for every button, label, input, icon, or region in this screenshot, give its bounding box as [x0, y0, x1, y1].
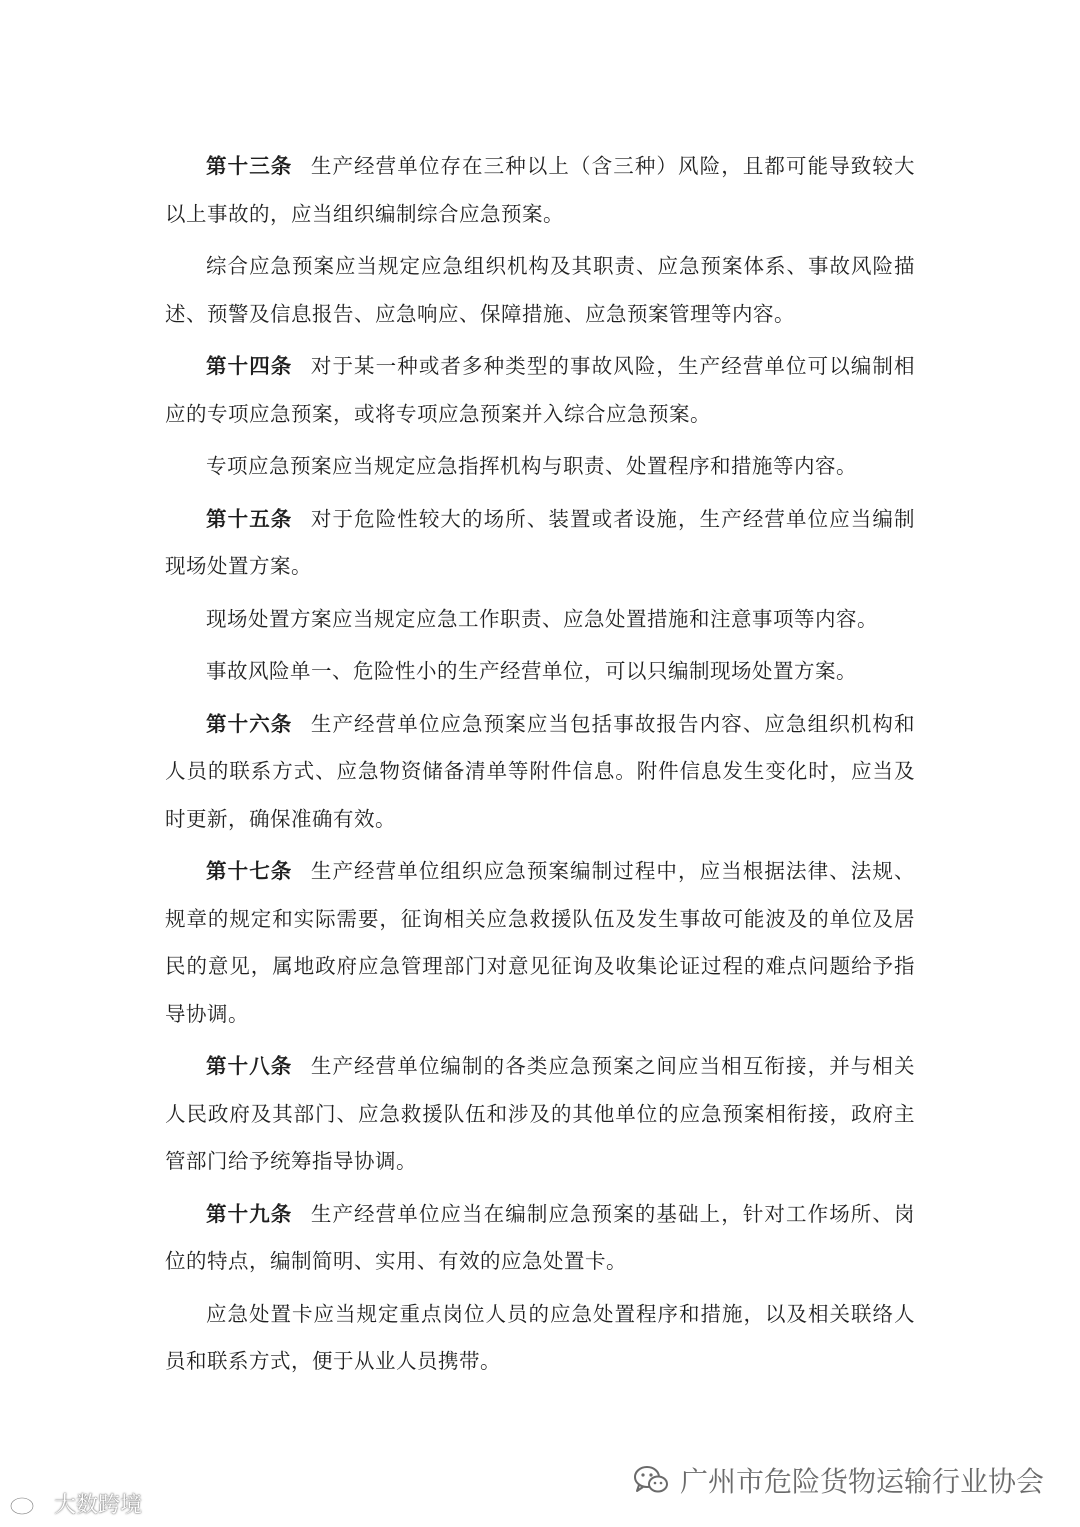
article-number: 第十四条 [206, 354, 293, 378]
wechat-icon [632, 1464, 670, 1496]
paragraph-text: 对于危险性较大的场所、装置或者设施，生产经营单位应当编制现场处置方案。 [165, 506, 916, 578]
paragraph-text: 生产经营单位应急预案应当包括事故报告内容、应急组织机构和人员的联系方式、应急物资储备清单等附件信息。附件信息发生变化时，应当及时更新，确保准确有效。 [165, 711, 916, 831]
watermark-account [632, 1460, 1044, 1500]
paragraph [165, 443, 915, 491]
article-number: 第十九条 [206, 1201, 293, 1226]
paragraph [165, 496, 915, 591]
article-number: 第十七条 [206, 859, 293, 883]
paragraph [165, 343, 915, 438]
paragraph-text: 对于某一种或者多种类型的事故风险，生产经营单位可以编制相应的专项应急预案，或将专项应急预案并入综合应急预案。 [165, 354, 916, 426]
document-body [165, 143, 915, 1391]
paragraph [165, 1291, 915, 1386]
paragraph-text: 应急处置卡应当规定重点岗位人员的应急处置程序和措施，以及相关联络人员和联系方式，便于从业人员携带。 [165, 1301, 915, 1373]
watermark-source-text: 大数跨境 [54, 1493, 143, 1518]
paragraph [165, 1191, 915, 1286]
paragraph-text: 事故风险单一、危险性小的生产经营单位，可以只编制现场处置方案。 [206, 659, 857, 683]
weibo-style-icon [8, 1492, 48, 1516]
paragraph [165, 648, 915, 696]
paragraph-text: 专项应急预案应当规定应急指挥机构与职责、处置程序和措施等内容。 [206, 454, 857, 478]
watermark-account-text: 广州市危险货物运输行业协会 [679, 1465, 1044, 1498]
paragraph [165, 848, 915, 1038]
paragraph-text: 综合应急预案应当规定应急组织机构及其职责、应急预案体系、事故风险描述、预警及信息报告、应急响应、保障措施、应急预案管理等内容。 [165, 254, 915, 326]
watermark-source [8, 1488, 142, 1519]
paragraph-text: 生产经营单位组织应急预案编制过程中，应当根据法律、法规、规章的规定和实际需要，征询相关应急救援队伍及发生事故可能波及的单位及居民的意见，属地政府应急管理部门对意见征询及收集论证过程的难点问题给予指导协调。 [165, 859, 916, 1026]
article-number: 第十六条 [206, 711, 293, 736]
paragraph [165, 143, 915, 238]
paragraph [165, 596, 915, 644]
paragraph-text: 生产经营单位应当在编制应急预案的基础上，针对工作场所、岗位的特点，编制简明、实用、有效的应急处置卡。 [165, 1201, 916, 1273]
paragraph [165, 701, 915, 844]
paragraph-text: 生产经营单位编制的各类应急预案之间应当相互衔接，并与相关人民政府及其部门、应急救援队伍和涉及的其他单位的应急预案相衔接，政府主管部门给予统筹指导协调。 [165, 1054, 916, 1173]
paragraph [165, 1043, 915, 1186]
article-number: 第十五条 [206, 506, 293, 531]
paragraph [165, 243, 915, 338]
article-number: 第十三条 [206, 154, 293, 178]
paragraph-text: 生产经营单位存在三种以上（含三种）风险，且都可能导致较大以上事故的，应当组织编制综合应急预案。 [165, 154, 916, 226]
article-number: 第十八条 [206, 1054, 293, 1078]
paragraph-text: 现场处置方案应当规定应急工作职责、应急处置措施和注意事项等内容。 [206, 606, 878, 631]
